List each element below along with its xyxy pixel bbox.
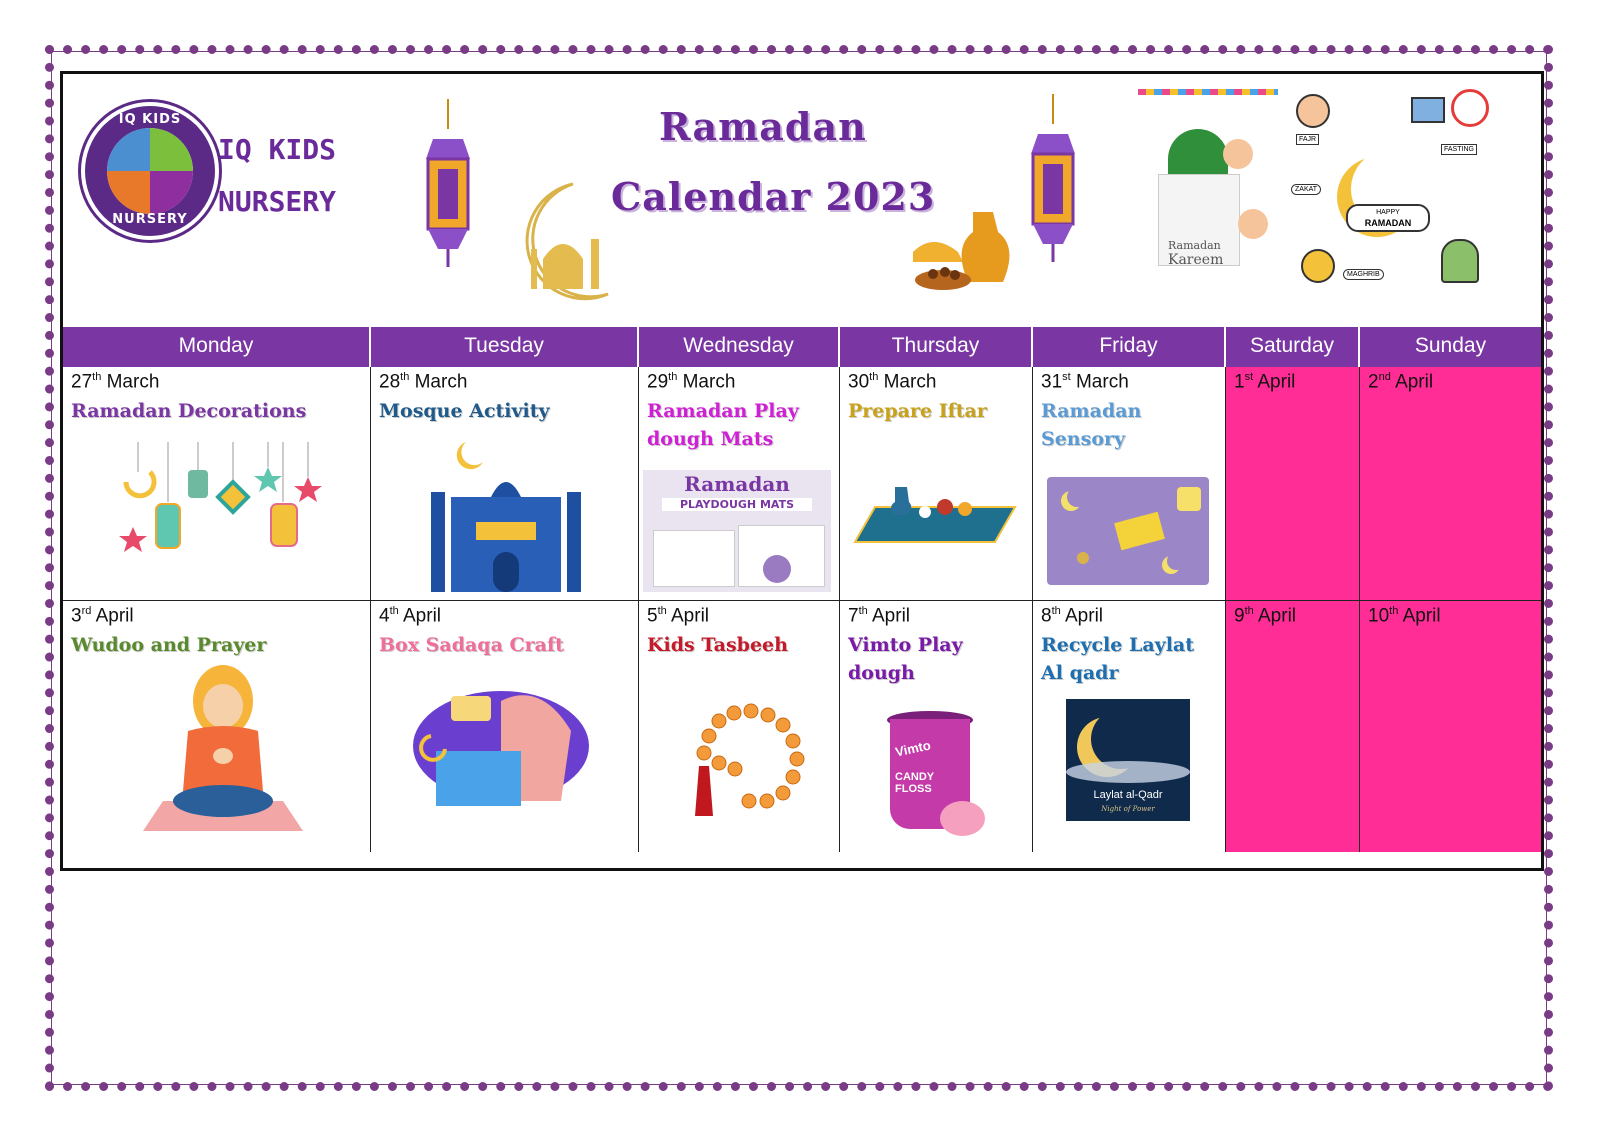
crescent-mosque-icon <box>503 179 623 304</box>
title-line1: Ramadan <box>659 104 867 149</box>
activity-title: Kids Tasbeeh <box>647 634 788 656</box>
day-sunday: Sunday <box>1414 334 1487 357</box>
day-monday: Monday <box>63 327 371 367</box>
sadaqa-box-icon <box>411 681 596 806</box>
day-cell: 29th March Ramadan Play dough Mats Ramadan PLAYDOUGH MATS <box>639 367 840 601</box>
day-cell: 5th April Kids Tasbeeh <box>639 601 840 852</box>
day-cell-weekend: 10th April <box>1360 601 1541 852</box>
day-cell: 8th April Recycle Laylat Al qadr Laylat al-Qadr Night of Power <box>1033 601 1226 852</box>
ramadan-kareem-image: Ramadan Kareem <box>1138 89 1278 284</box>
day-tuesday: Tuesday <box>371 327 639 367</box>
day-saturday: Saturday <box>1226 327 1360 367</box>
vimto-tub-image: Vimto CANDY FLOSS <box>885 701 995 841</box>
playdough-mats-image: Ramadan PLAYDOUGH MATS <box>643 470 831 592</box>
tasbeeh-beads-icon <box>679 701 809 831</box>
day-cell-weekend: 2nd April <box>1360 367 1541 601</box>
activity-title: Ramadan Sensory <box>1041 400 1142 450</box>
title-line2: Calendar 2023 <box>611 174 936 219</box>
day-cell: 3rd April Wudoo and Prayer <box>63 601 371 852</box>
nursery-name: IQ KIDS NURSERY <box>218 133 337 218</box>
day-cell: 28th March Mosque Activity <box>371 367 639 601</box>
day-cell: 31st March Ramadan Sensory <box>1033 367 1226 601</box>
mosque-icon <box>421 437 591 597</box>
weekday-header <box>63 327 1541 367</box>
nursery-logo: IQ KIDS NURSERY <box>81 102 219 240</box>
header <box>63 74 1541 336</box>
activity-title: Prepare Iftar <box>848 400 987 422</box>
activity-title: Vimto Play dough <box>848 634 963 684</box>
teapot-dates-icon <box>903 192 1033 297</box>
activity-title: Wudoo and Prayer <box>71 634 267 656</box>
day-cell-weekend: 9th April <box>1226 601 1360 852</box>
praying-girl-icon <box>143 661 303 836</box>
day-wednesday: Wednesday <box>639 327 840 367</box>
day-cell-weekend: 1st April <box>1226 367 1360 601</box>
sensory-tray-image <box>1047 477 1209 585</box>
ramadan-doodles-image: HAPPY RAMADAN FAJR FASTING ZAKAT MAGHRIB <box>1291 89 1491 289</box>
lantern-icon <box>418 99 478 269</box>
iftar-carpet-icon <box>845 467 1030 552</box>
hanging-decorations-icon <box>118 442 328 577</box>
laylat-al-qadr-image: Laylat al-Qadr Night of Power <box>1066 699 1190 821</box>
day-cell: 4th April Box Sadaqa Craft <box>371 601 639 852</box>
calendar-frame <box>60 71 1544 871</box>
activity-title: Box Sadaqa Craft <box>379 634 564 656</box>
day-cell: 7th April Vimto Play dough Vimto CANDY FLOSS <box>840 601 1033 852</box>
activity-title: Mosque Activity <box>379 400 550 422</box>
day-cell: 27th March Ramadan Decorations <box>63 367 371 601</box>
day-friday: Friday <box>1033 327 1226 367</box>
day-cell: 30th March Prepare Iftar <box>840 367 1033 601</box>
activity-title: Ramadan Play dough Mats <box>647 400 799 450</box>
activity-title: Ramadan Decorations <box>71 400 307 422</box>
day-thursday: Thursday <box>840 327 1033 367</box>
activity-title: Recycle Laylat Al qadr <box>1041 634 1194 684</box>
